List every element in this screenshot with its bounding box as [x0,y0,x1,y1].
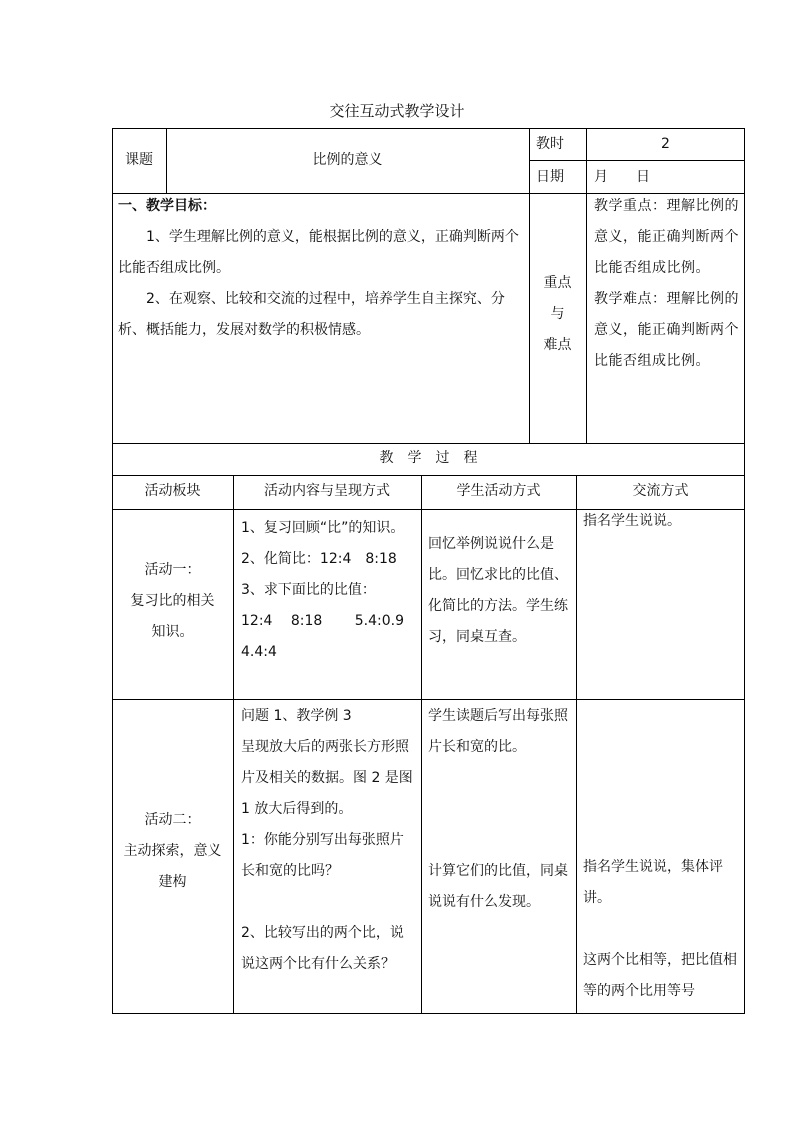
activity-block-line: 知识。 [151,624,194,640]
topic-value: 比例的意义 [312,152,383,168]
activity1-block [112,555,233,648]
keypoints-label-line: 重点 [543,275,572,291]
period-label: 教时 [536,136,564,152]
student-activity-line: 计算它们的比值，同桌说说有什么发现。 [428,863,568,910]
activity1-student: 回忆举例说说什么是比。回忆求比的比值、化简比的方法。学生练习，同桌互查。 [428,536,568,645]
activity2-content [241,701,417,980]
content-line: 3、求下面比的比值： [241,582,376,598]
content-line: 2、比较写出的两个比，说说这两个比有什么关系？ [241,925,404,972]
activity-block-line: 主动探索，意义 [123,843,222,859]
content-line: 12:4 8:18 5.4:0.9 [241,613,405,629]
keypoints-content [594,191,740,377]
keypoints-label [529,268,586,361]
exchange-line: 这两个比相等，把比值相等的两个比用等号 [583,952,737,999]
column-header-content: 活动内容与呈现方式 [264,483,390,499]
col-divider [233,475,234,1014]
activity2-block [112,805,233,898]
activity-block-line: 活动一： [144,562,201,578]
process-heading: 教 学 过 程 [379,450,478,466]
row-divider [529,160,744,161]
activity1-content [241,513,417,668]
objectives-cell [118,191,522,346]
objective-item: 1、学生理解比例的意义，能根据比例的意义，正确判断两个比能否组成比例。 [118,229,519,276]
teaching-difficulty: 教学难点：理解比例的意义，能正确判断两个比能否组成比例。 [594,291,739,369]
activity-block-line: 活动二： [144,812,201,828]
objective-item: 2、在观察、比较和交流的过程中，培养学生自主探究、分析、概括能力，发展对数学的积极情感。 [118,291,505,338]
activity2-exchange [583,852,741,1007]
exchange-line: 指名学生说说，集体评讲。 [583,859,723,906]
col-divider [421,475,422,1014]
col-divider [586,128,587,443]
content-line: 呈现放大后的两张长方形照片及相关的数据。图 2 是图 1 放大后得到的。 [241,739,413,817]
teaching-focus: 教学重点：理解比例的意义，能正确判断两个比能否组成比例。 [594,198,739,276]
keypoints-label-line: 与 [550,306,565,322]
objectives-heading: 一、教学目标： [118,198,216,214]
date-value: 月 日 [594,169,650,185]
activity-block-line: 建构 [158,874,187,890]
activity1-exchange: 指名学生说说。 [583,513,681,529]
column-header-student: 学生活动方式 [456,483,541,499]
date-label: 日期 [536,169,564,185]
content-line: 4.4:4 [241,644,277,660]
content-line: 问题 1、教学例 3 [241,708,352,724]
column-header-exchange: 交流方式 [632,483,689,499]
period-value: 2 [661,136,670,152]
row-divider [112,699,745,700]
activity-block-line: 复习比的相关 [130,593,215,609]
document-title: 交往互动式教学设计 [329,102,465,120]
student-activity-line: 学生读题后写出每张照片长和宽的比。 [428,708,568,755]
content-line: 1：你能分别写出每张照片长和宽的比吗？ [241,832,404,879]
keypoints-label-line: 难点 [543,337,572,353]
content-line: 1、复习回顾“比”的知识。 [241,520,405,536]
content-line: 2、化简比：12:4 8:18 [241,551,397,567]
column-header-block: 活动板块 [144,483,201,499]
topic-label: 课题 [125,152,153,168]
col-divider [576,475,577,1014]
activity2-student [428,701,574,918]
